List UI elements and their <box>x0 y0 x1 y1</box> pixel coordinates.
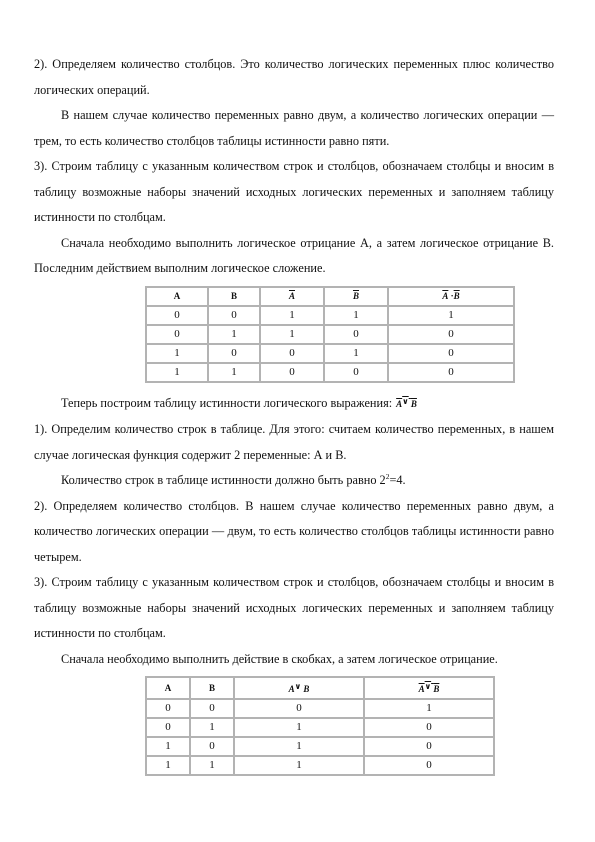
table-cell: 0 <box>388 363 514 382</box>
table-cell: 1 <box>260 306 324 325</box>
paragraph-step2-columns: 2). Определяем количество столбцов. Это количество логических переменных плюс количество логических операций. <box>34 57 554 97</box>
table-cell: 0 <box>146 699 190 718</box>
table-cell: 0 <box>324 325 388 344</box>
table-cell: 0 <box>234 699 364 718</box>
table-cell: 0 <box>190 737 234 756</box>
table-cell: 0 <box>260 344 324 363</box>
table-cell: 1 <box>324 306 388 325</box>
table-cell: 1 <box>388 306 514 325</box>
table-cell: 0 <box>208 306 260 325</box>
table-row <box>146 699 494 718</box>
table-cell: 0 <box>388 325 514 344</box>
truth-table-2 <box>145 676 495 776</box>
table-cell: 1 <box>208 325 260 344</box>
table-cell: 0 <box>388 344 514 363</box>
table-cell: 1 <box>146 737 190 756</box>
document-page <box>34 52 554 782</box>
table-cell: 1 <box>190 756 234 775</box>
header-b: B <box>190 677 234 699</box>
table-cell: 1 <box>324 344 388 363</box>
table-cell: 0 <box>364 756 494 775</box>
truth-table-2-header <box>146 677 494 699</box>
table-cell: 0 <box>190 699 234 718</box>
header-b: B <box>208 287 260 306</box>
paragraph-step3-build-table: 3). Строим таблицу с указанным количеством строк и столбцов, обозначаем столбцы и вносим в таблицу возможные наборы значений исходных логических переменных и заполняем таблицу истинности по столбцам. <box>34 159 554 224</box>
table-cell: 0 <box>364 737 494 756</box>
paragraph-step1-rows: 1). Определим количество строк в таблице. Для этого: считаем количество переменных, в нашем случае логическая функция содержит 2 переменные: А и В. <box>34 422 554 462</box>
table-cell: 1 <box>260 325 324 344</box>
table-cell: 0 <box>324 363 388 382</box>
table-row <box>146 344 514 363</box>
paragraph-brackets-first: Сначала необходимо выполнить действие в скобках, а затем логическое отрицание. <box>61 651 498 666</box>
table-row <box>146 718 494 737</box>
table-cell: 0 <box>146 325 208 344</box>
table-cell: 1 <box>234 756 364 775</box>
table-cell: 1 <box>234 718 364 737</box>
paragraph-build-truth-table-expression: Теперь построим таблицу истинности логического выражения: A∨ B <box>61 395 417 410</box>
header-a-or-b: A∨ B <box>234 677 364 699</box>
table-row <box>146 737 494 756</box>
header-not-a: $\overline{A}$ <box>260 287 324 306</box>
table-cell: 0 <box>260 363 324 382</box>
header-a: A <box>146 677 190 699</box>
table-cell: 0 <box>146 306 208 325</box>
paragraph-step2-columns-second: 2). Определяем количество столбцов. В нашем случае количество переменных равно двум, а количество логических операции — двум, то есть количество столбцов таблицы истинности равно четырем. <box>34 498 554 564</box>
table-cell: 0 <box>146 718 190 737</box>
header-not-b: $\overline{B}$ <box>324 287 388 306</box>
header-not-a-or-b: A∨ B <box>364 677 494 699</box>
table-cell: 1 <box>234 737 364 756</box>
table-row <box>146 325 514 344</box>
table-cell: 1 <box>146 756 190 775</box>
table-row <box>146 306 514 325</box>
table-cell: 0 <box>208 344 260 363</box>
table-cell: 1 <box>146 363 208 382</box>
table-cell: 1 <box>364 699 494 718</box>
truth-table-1-header <box>146 287 514 306</box>
expression-not-a-or-b: A∨ B <box>396 396 417 409</box>
table-cell: 1 <box>146 344 208 363</box>
paragraph-columns-count: В нашем случае количество переменных равно двум, а количество логических операции — трем, то есть количество столбцов таблицы истинности равно пяти. <box>34 108 554 148</box>
table-cell: 0 <box>364 718 494 737</box>
paragraph-step3-build-table-second: 3). Строим таблицу с указанным количеством строк и столбцов, обозначаем столбцы и вносим в таблицу возможные наборы значений исходных логических переменных и заполняем таблицу истинности по столбцам. <box>34 575 554 640</box>
truth-table-1 <box>145 286 515 383</box>
paragraph-negation-order: Сначала необходимо выполнить логическое отрицание А, а затем логическое отрицание В. Последним действием выполним логическое сложение. <box>34 235 554 275</box>
paragraph-rows-count: Количество строк в таблице истинности должно быть равно $2^2=4$. <box>61 472 406 487</box>
table-cell: 1 <box>190 718 234 737</box>
header-not-a-and-not-b: $\overline{A} \cdot\overline{B}$ <box>388 287 514 306</box>
header-a: A <box>146 287 208 306</box>
table-cell: 1 <box>208 363 260 382</box>
table-row <box>146 363 514 382</box>
table-row <box>146 756 494 775</box>
